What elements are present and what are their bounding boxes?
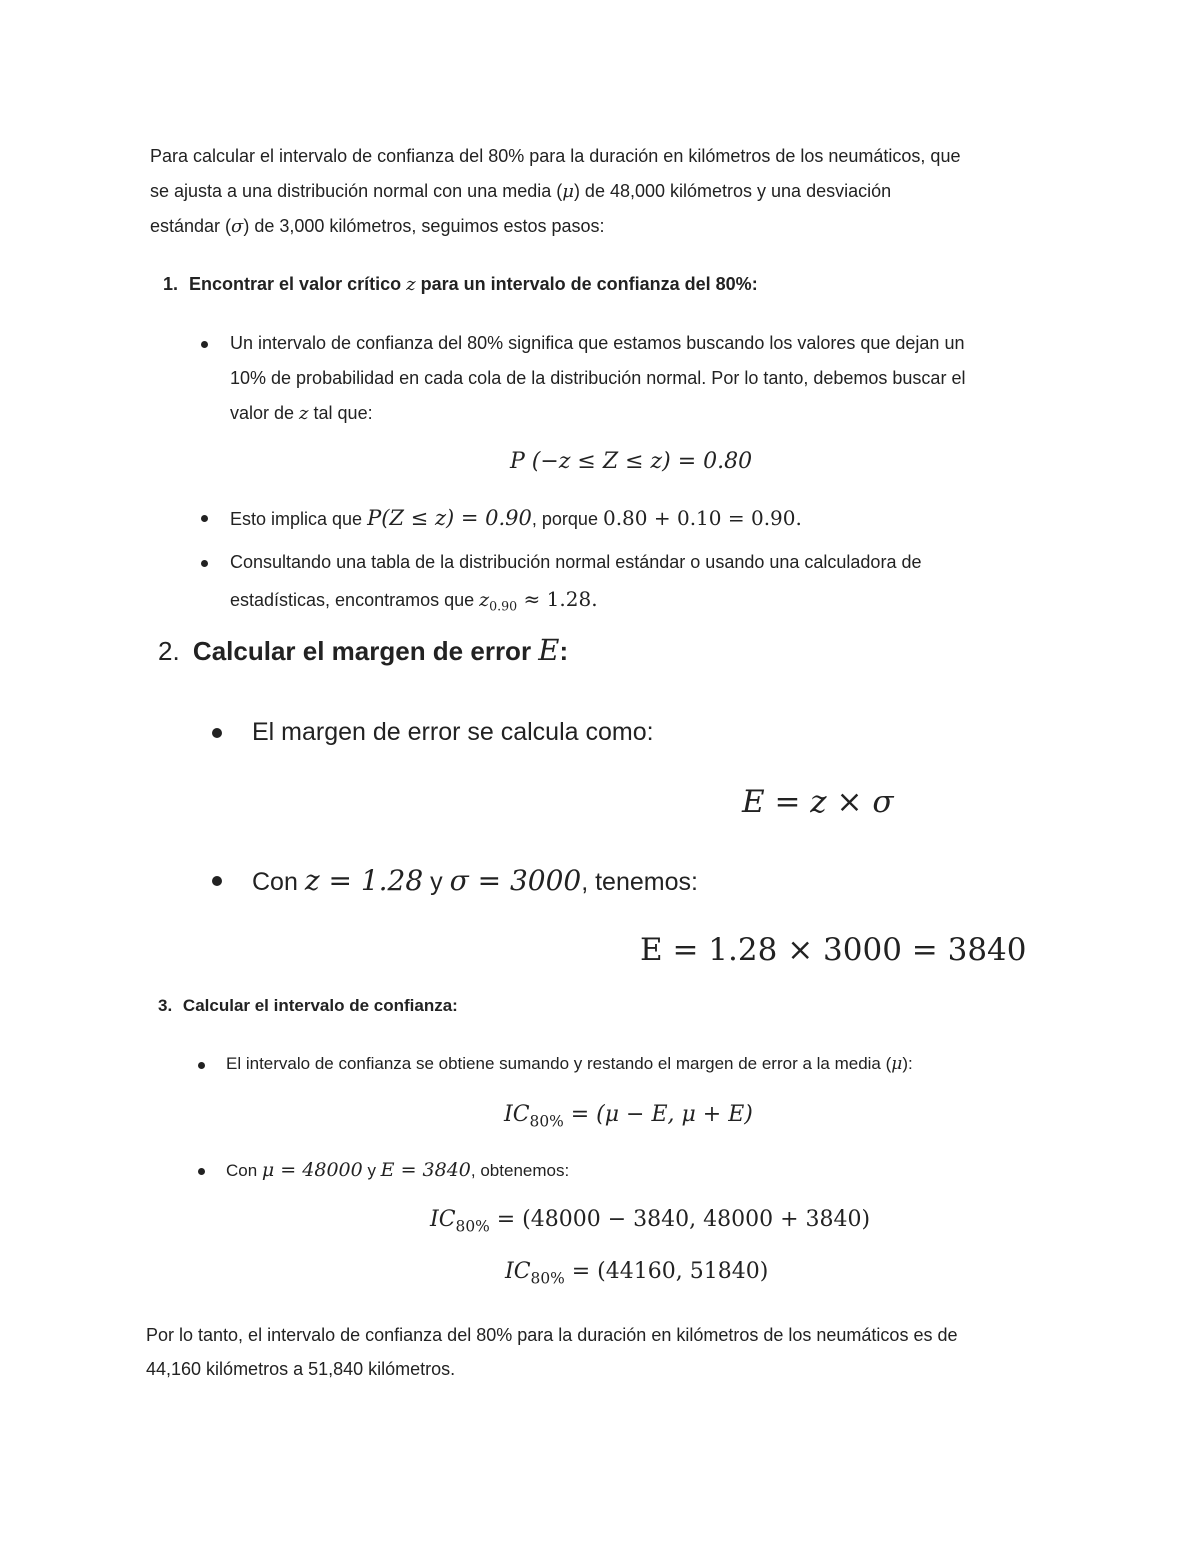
step-2-bullet-2: Con z = 1.28 y σ = 3000, tenemos: [252, 864, 698, 897]
step-3-bullet-1: El intervalo de confianza se obtiene sumando y restando el margen de error a la media (μ): [226, 1054, 913, 1074]
formula-probability-080: P (−z ≤ Z ≤ z) = 0.80 [510, 449, 753, 474]
step-1-number: 1. [163, 274, 179, 294]
step-1-bullet-3-line-1: Consultando una tabla de la distribución normal estándar o usando una calculadora de [230, 552, 922, 572]
bullet-dot [201, 560, 208, 567]
step-3-number: 3. [158, 996, 173, 1015]
formula-margin-of-error-result: E = 1.28 × 3000 = 3840 [640, 932, 1027, 968]
bullet-dot [198, 1062, 205, 1069]
step-1-bullet-1-line-3: valor de z tal que: [230, 403, 373, 424]
formula-interval-substituted: $IC_{80\%} = (48000 - 3840$, 48000 + 3840) [430, 1207, 871, 1236]
step-2-heading: 2. Calcular el margen de error E: [158, 633, 569, 667]
step-3-bullet-2: Con μ = 48000 y E = 3840, obtenemos: [226, 1159, 570, 1181]
conclusion-line-2: 44,160 kilómetros a 51,840 kilómetros. [146, 1359, 456, 1379]
intro-line-1: Para calcular el intervalo de confianza del 80% para la duración en kilómetros de los neumáticos, que [150, 146, 961, 166]
step-1-bullet-1-line-2: 10% de probabilidad en cada cola de la distribución normal. Por lo tanto, debemos buscar el [230, 368, 966, 388]
intro-line-2: se ajusta a una distribución normal con una media (μ) de 48,000 kilómetros y una desviación [150, 181, 892, 202]
bullet-dot [212, 728, 222, 738]
step-3-heading: 3. Calcular el intervalo de confianza: [158, 996, 458, 1015]
step-1-heading: 1. Encontrar el valor crítico z para un intervalo de confianza del 80%: [163, 274, 758, 295]
formula-interval-result: $IC_{80\%} = (44160$, 51840) [505, 1259, 769, 1288]
step-2-number: 2. [158, 636, 180, 666]
step-2-bullet-1: El margen de error se calcula como: [252, 718, 654, 746]
formula-interval-general: $IC_{80\%} = (\mu - E$, μ + E) [504, 1102, 753, 1131]
step-1-bullet-1-line-1: Un intervalo de confianza del 80% significa que estamos buscando los valores que dejan un [230, 333, 965, 353]
intro-line-3: estándar (σ) de 3,000 kilómetros, seguimos estos pasos: [150, 216, 605, 237]
bullet-dot [212, 876, 222, 886]
step-1-bullet-3-line-2: estadísticas, encontramos que $z_{0.90} \approx 1.28$. [230, 587, 598, 614]
conclusion-line-1: Por lo tanto, el intervalo de confianza del 80% para la duración en kilómetros de los neumáticos es de [146, 1325, 958, 1345]
formula-margin-of-error: E = z × σ [742, 784, 894, 820]
bullet-dot [201, 341, 208, 348]
bullet-dot [198, 1168, 205, 1175]
step-1-bullet-2: Esto implica que P(Z ≤ z) = 0.90, porque 0.80 + 0.10 = 0.90. [230, 506, 802, 530]
bullet-dot [201, 515, 208, 522]
